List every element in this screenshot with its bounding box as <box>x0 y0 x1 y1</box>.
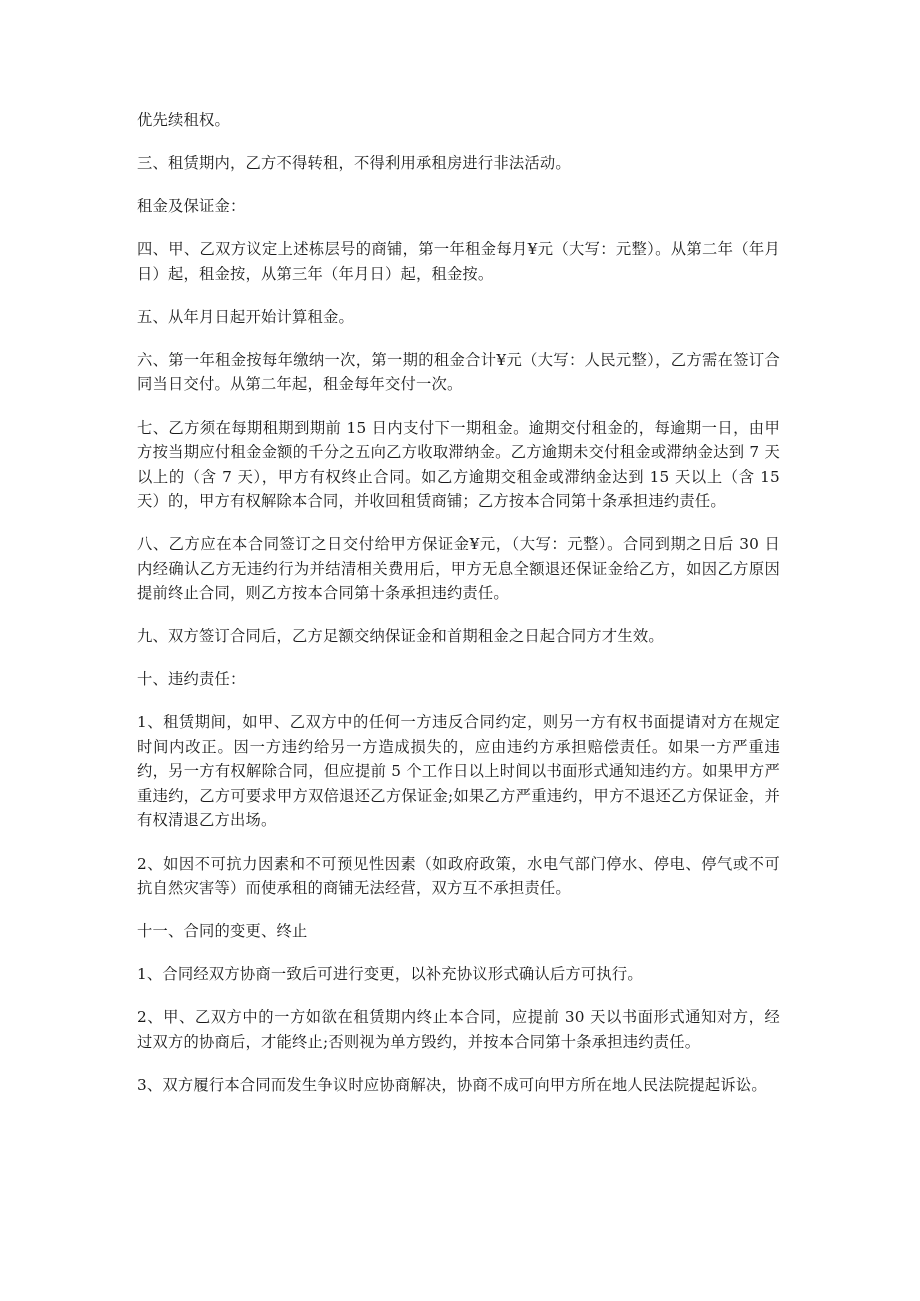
paragraph-change-item-3-dispute: 3、双方履行本合同而发生争议时应协商解决，协商不成可向甲方所在地人民法院提起诉讼。 <box>137 1075 767 1094</box>
paragraph-clause-4-rent-amount: 四、甲、乙双方议定上述栋层号的商铺，第一年租金每月¥元（大写：元整）。从第二年（年月日）起，租金按，从第三年（年月日）起，租金按。 <box>137 240 780 283</box>
paragraph-change-item-1: 1、合同经双方协商一致后可进行变更，以补充协议形式确认后方可执行。 <box>137 965 643 984</box>
section-heading-change-termination: 十一、合同的变更、终止 <box>137 922 308 941</box>
paragraph-clause-5-rent-start: 五、从年月日起开始计算租金。 <box>137 307 354 326</box>
section-heading-rent-deposit: 租金及保证金： <box>137 197 246 216</box>
paragraph-clause-9-effective: 九、双方签订合同后，乙方足额交纳保证金和首期租金之日起合同方才生效。 <box>137 627 664 646</box>
document-page <box>137 108 780 1116</box>
paragraph-clause-3-no-sublease: 三、租赁期内，乙方不得转租，不得利用承租房进行非法活动。 <box>137 154 571 173</box>
paragraph-change-item-2: 2、甲、乙双方中的一方如欲在租赁期内终止本合同，应提前 30 天以书面形式通知对方，经过双方的协商后，才能终止;否则视为单方毁约，并按本合同第十条承担违约责任。 <box>137 1008 780 1051</box>
paragraph-breach-item-2-force-majeure: 2、如因不可抗力因素和不可预见性因素（如政府政策，水电气部门停水、停电、停气或不可抗自然灾害等）而使承租的商铺无法经营，双方互不承担责任。 <box>137 854 780 898</box>
section-heading-breach-liability: 十、违约责任： <box>137 670 246 689</box>
paragraph-clause-8-deposit: 八、乙方应在本合同签订之日交付给甲方保证金¥元，（大写：元整）。合同到期之日后 30 日内经确认乙方无违约行为并结清相关费用后，甲方无息全额退还保证金给乙方，如因乙方原因提前终止合同，则乙方按本合同第十条承担违约责任。 <box>137 535 780 603</box>
paragraph-clause-6-payment: 六、第一年租金按每年缴纳一次，第一期的租金合计¥元（大写：人民元整），乙方需在签订合同当日交付。从第二年起，租金每年交付一次。 <box>137 350 780 394</box>
paragraph-priority-renewal: 优先续租权。 <box>137 111 230 129</box>
paragraph-breach-item-1: 1、租赁期间，如甲、乙双方中的任何一方违反合同约定，则另一方有权书面提请对方在规定时间内改正。因一方违约给另一方造成损失的，应由违约方承担赔偿责任。如果一方严重违约，另一方有权解除合同，但应提前 5 个工作日以上时间以书面形式通知违约方。如果甲方严重违约，乙方可要求甲方双倍退还乙方保证金;如果乙方严重违约，甲方不退还乙方保证金，并有权清退乙方出场。 <box>137 713 780 830</box>
paragraph-clause-7-late-payment: 七、乙方须在每期租期到期前 15 日内支付下一期租金。逾期交付租金的，每逾期一日，由甲方按当期应付租金金额的千分之五向乙方收取滞纳金。乙方逾期未交付租金或滞纳金达到 7 天以上的（含 7 天），甲方有权终止合同。如乙方逾期交租金或滞纳金达到 15 天以上（含 15 天）的，甲方有权解除本合同，并收回租赁商铺；乙方按本合同第十条承担违约责任。 <box>137 418 780 511</box>
